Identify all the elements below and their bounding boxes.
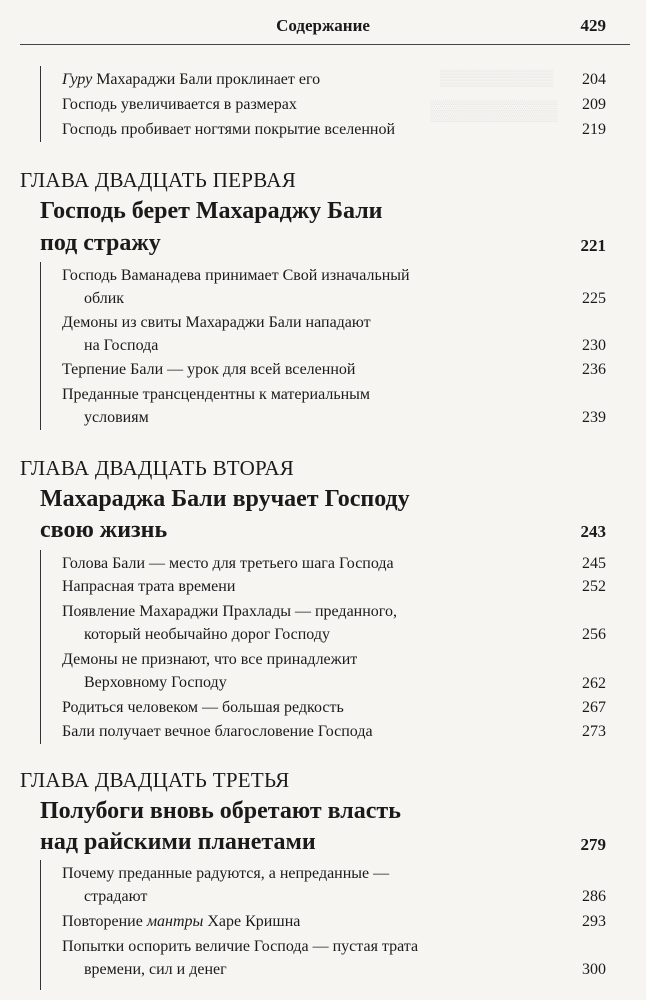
running-header-title: Содержание	[276, 16, 370, 35]
entry-page-number: 245	[582, 555, 606, 572]
entry-page-number: 225	[582, 290, 606, 307]
entry-page-number: 273	[582, 723, 606, 740]
toc-entry: Демоны из свиты Махараджи Бали нападают на Господа	[62, 314, 371, 354]
toc-entry: Господь Ваманадева принимает Свой изначальный облик	[62, 267, 410, 307]
show-through-text: ▒▒▒▒▒▒▒▒▒	[430, 100, 558, 122]
toc-entry: Бали получает вечное благословение Господа	[62, 723, 373, 740]
header-rule	[20, 44, 630, 45]
toc-entry: Терпение Бали — урок для всей вселенной	[62, 361, 356, 378]
chapter-title: под стражу	[40, 230, 161, 256]
chapter-title: над райскими планетами	[40, 829, 316, 855]
toc-entry: Преданные трансцендентны к материальным условиям	[62, 386, 371, 426]
section-rule	[40, 262, 41, 430]
entry-page-number: 236	[582, 361, 606, 378]
chapter-title: Господь берет Махараджу Бали	[40, 198, 383, 224]
entry-page-number: 256	[582, 626, 606, 643]
chapter-page-number: 243	[580, 522, 606, 541]
entry-emphasis: Гуру	[62, 71, 93, 88]
entry-page-number: 293	[582, 913, 606, 930]
running-header-page-number: 429	[580, 16, 606, 35]
toc-entry: Демоны не признают, что все принадлежит Верховному Господу	[62, 651, 358, 691]
toc-entry: Повторение мантры Харе Кришна	[62, 913, 301, 930]
entry-emphasis: мантры	[146, 913, 204, 930]
chapter-title: Махараджа Бали вручает Господу	[40, 486, 410, 512]
toc-entry: Напрасная трата времени	[62, 578, 236, 595]
entry-page-number: 267	[582, 699, 606, 716]
entry-page-number: 300	[582, 961, 606, 978]
chapter-label: ГЛАВА ДВАДЦАТЬ ТРЕТЬЯ	[20, 768, 290, 792]
toc-entry: Гуру Махараджи Бали проклинает его	[62, 71, 321, 88]
entry-page-number: 209	[582, 96, 606, 113]
chapter-page-number: 279	[580, 835, 606, 854]
toc-entry: Почему преданные радуются, а непреданные — страдают	[62, 865, 390, 905]
section-rule	[40, 550, 41, 744]
chapter-label: ГЛАВА ДВАДЦАТЬ ПЕРВАЯ	[20, 168, 297, 192]
entry-page-number: 252	[582, 578, 606, 595]
entry-page-number: 262	[582, 675, 606, 692]
show-through-text: ▒▒▒▒▒▒▒▒▒▒	[440, 70, 554, 87]
entry-page-number: 219	[582, 121, 606, 138]
entry-page-number: 230	[582, 337, 606, 354]
toc-entry: Господь увеличивается в размерах	[62, 96, 297, 113]
toc-entry: Попытки оспорить величие Господа — пустая трата времени, сил и денег	[62, 938, 419, 978]
section-rule	[40, 66, 41, 142]
toc-entry: Родиться человеком — большая редкость	[62, 699, 344, 716]
chapter-title: свою жизнь	[40, 517, 168, 543]
entry-page-number: 239	[582, 409, 606, 426]
toc-entry: Голова Бали — место для третьего шага Господа	[62, 555, 394, 572]
toc-entry: Появление Махараджи Прахлады — преданного, который необычайно дорог Господу	[62, 603, 397, 643]
section-rule	[40, 860, 41, 990]
chapter-label: ГЛАВА ДВАДЦАТЬ ВТОРАЯ	[20, 456, 295, 480]
toc-entry: Господь пробивает ногтями покрытие вселенной	[62, 121, 396, 138]
chapter-page-number: 221	[580, 236, 606, 255]
chapter-title: Полубоги вновь обретают власть	[40, 798, 401, 824]
entry-page-number: 286	[582, 888, 606, 905]
entry-page-number: 204	[582, 71, 606, 88]
